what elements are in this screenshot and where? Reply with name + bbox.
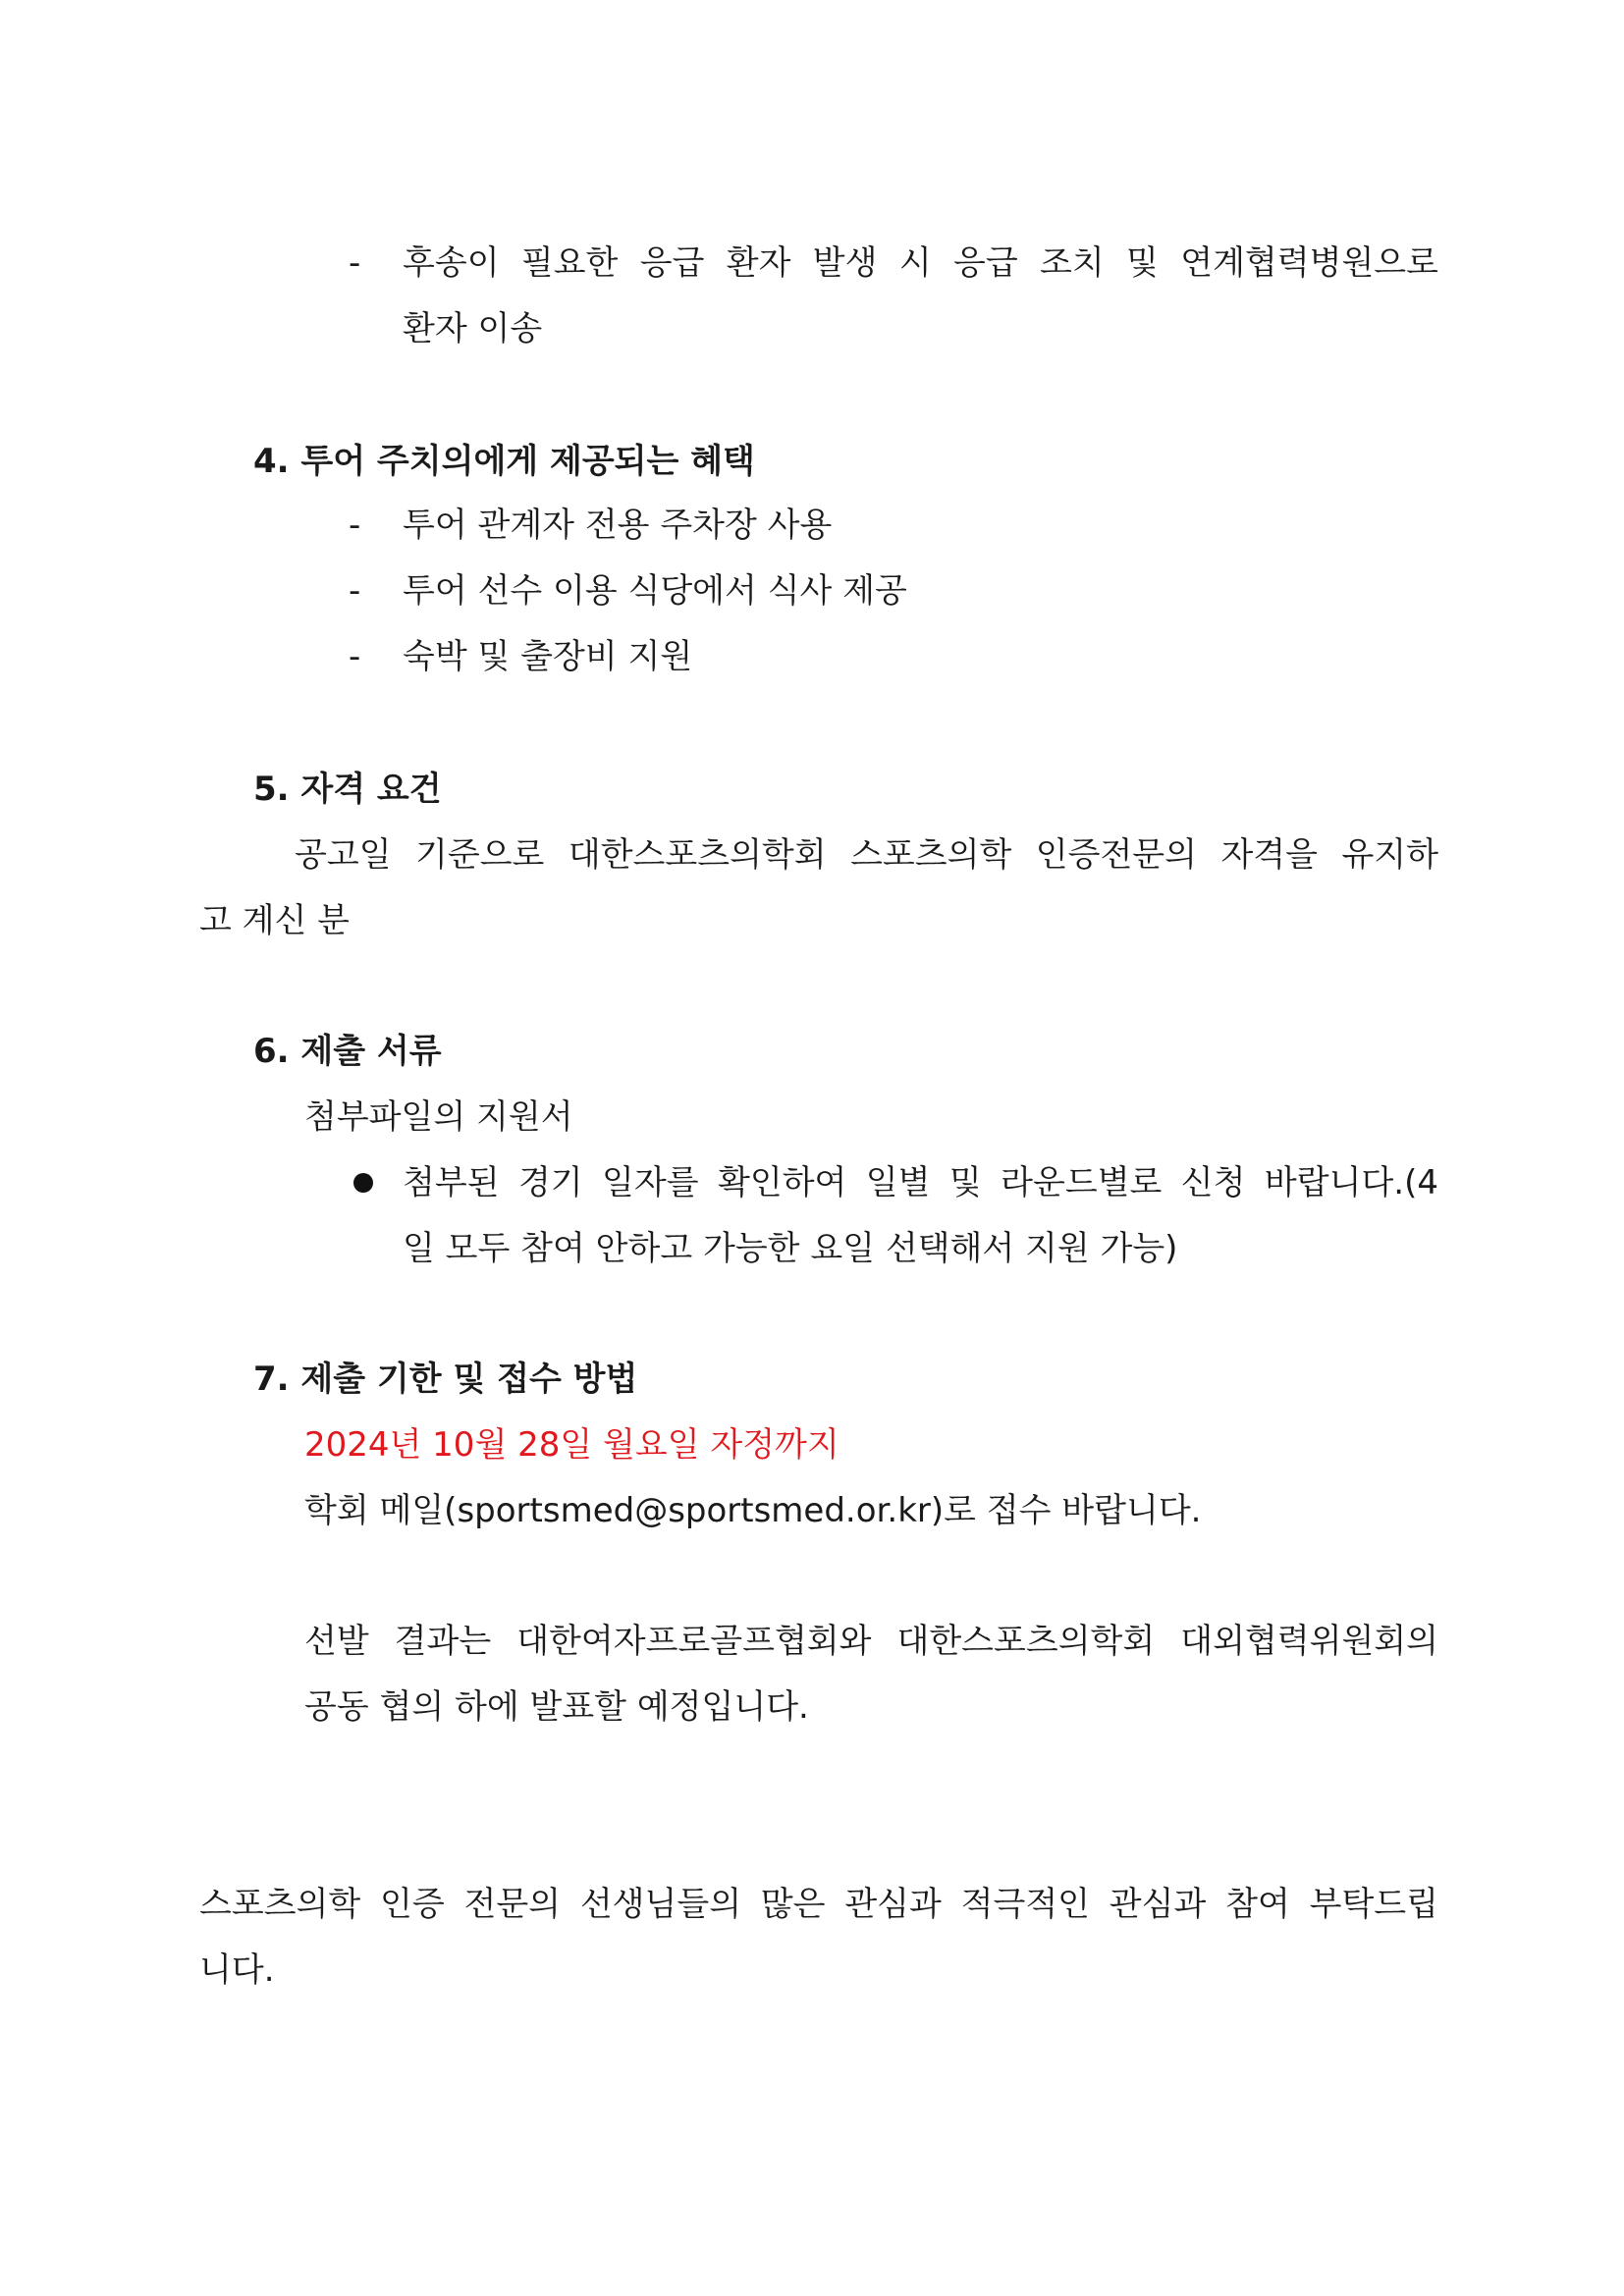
section-5-heading: 5. 자격 요건 xyxy=(253,770,442,809)
dash-marker: - xyxy=(349,637,361,676)
dash-marker: - xyxy=(349,506,361,545)
submission-text: 학회 메일(sportsmed@sportsmed.or.kr)로 접수 바랍니다. xyxy=(304,1491,1202,1530)
closing-text-continuation: 니다. xyxy=(199,1950,275,1990)
result-text: 선발 결과는 대한여자프로골프협회와 대한스포츠의학회 대외협력위원회의 xyxy=(304,1622,1438,1661)
dash-marker: - xyxy=(349,243,361,283)
result-text-continuation: 공동 협의 하에 발표할 예정입니다. xyxy=(304,1687,809,1727)
list-item-continuation: 환자 이송 xyxy=(403,309,543,348)
bullet-item-continuation: 일 모두 참여 안하고 가능한 요일 선택해서 지원 가능) xyxy=(403,1229,1178,1268)
list-item: 투어 선수 이용 식당에서 식사 제공 xyxy=(403,571,907,611)
bullet-dot-icon xyxy=(353,1173,373,1193)
dash-marker: - xyxy=(349,571,361,611)
section-5-body: 공고일 기준으로 대한스포츠의학회 스포츠의학 인증전문의 자격을 유지하 xyxy=(295,835,1438,875)
list-item: 숙박 및 출장비 지원 xyxy=(403,637,693,676)
closing-text: 스포츠의학 인증 전문의 선생님들의 많은 관심과 적극적인 관심과 참여 부탁드립 xyxy=(199,1885,1438,1924)
section-4-heading: 4. 투어 주치의에게 제공되는 혜택 xyxy=(253,442,755,481)
bullet-item: 첨부된 경기 일자를 확인하여 일별 및 라운드별로 신청 바랍니다.(4 xyxy=(403,1163,1438,1202)
section-6-body: 첨부파일의 지원서 xyxy=(304,1097,573,1137)
list-item: 후송이 필요한 응급 환자 발생 시 응급 조치 및 연계협력병원으로 xyxy=(403,243,1438,283)
section-6-heading: 6. 제출 서류 xyxy=(253,1032,442,1071)
list-item: 투어 관계자 전용 주차장 사용 xyxy=(403,506,833,545)
deadline-text: 2024년 10월 28일 월요일 자정까지 xyxy=(304,1425,839,1465)
section-7-heading: 7. 제출 기한 및 접수 방법 xyxy=(253,1360,638,1399)
section-5-body-continuation: 고 계신 분 xyxy=(199,901,350,940)
